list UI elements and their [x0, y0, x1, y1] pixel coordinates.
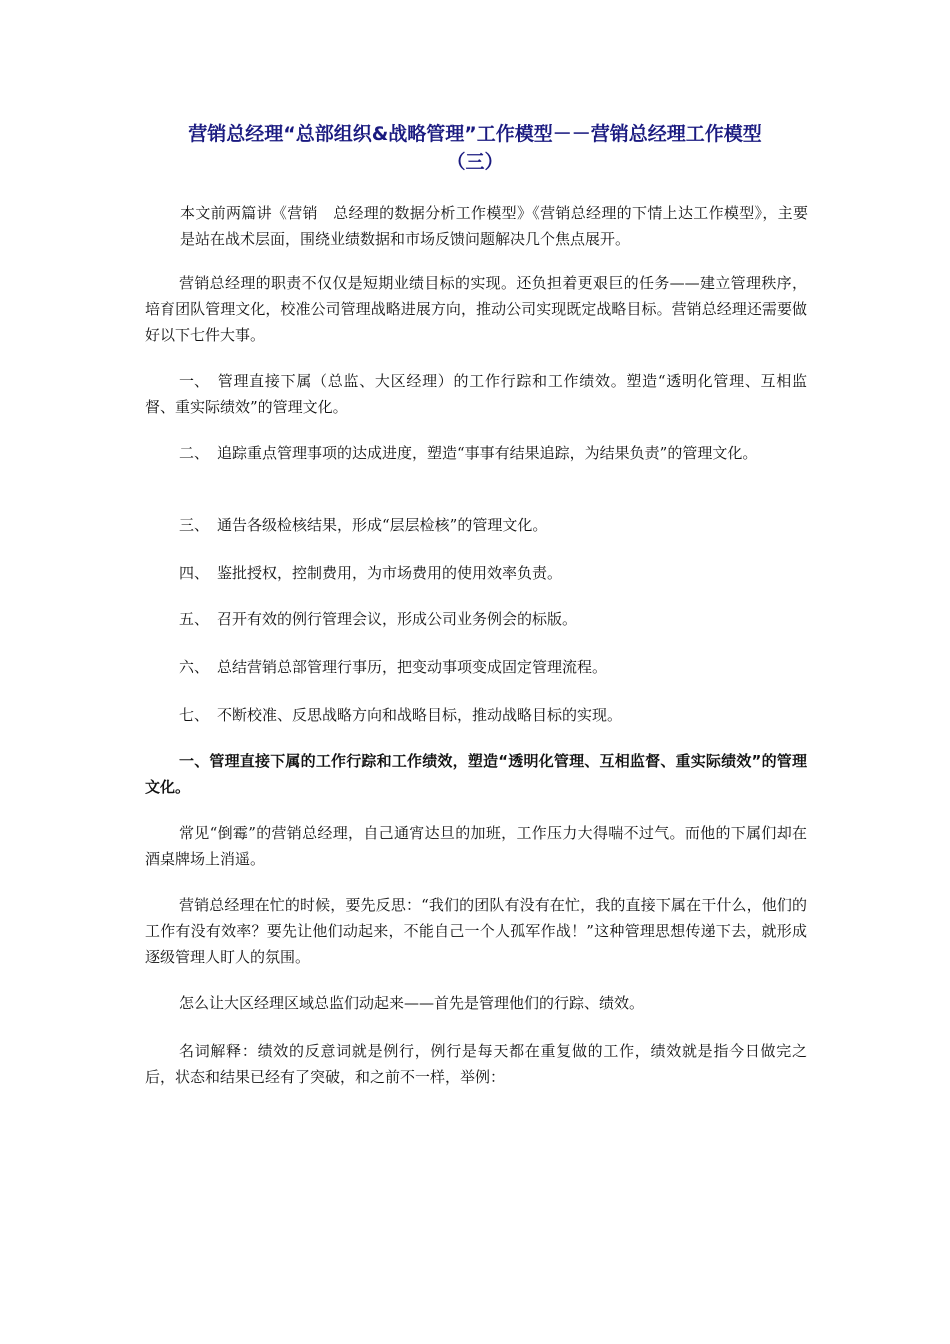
list-item-6: [145, 654, 807, 680]
list-text: 不断校准、反思战略方向和战略目标，推动战略目标的实现。: [217, 706, 623, 724]
list-item-5: [145, 606, 807, 632]
list-item-4: [145, 560, 807, 586]
list-text: 通告各级检核结果，形成“层层检核”的管理文化。: [217, 516, 548, 534]
list-number: 四、: [179, 564, 210, 582]
list-number: 五、: [179, 610, 210, 628]
list-number: 三、: [179, 516, 210, 534]
list-item-1: [145, 368, 807, 420]
list-number: 一、: [179, 372, 210, 390]
paragraph-definition: 名词解释：绩效的反意词就是例行，例行是每天都在重复做的工作，绩效就是指今日做完之后，状态和结果已经有了突破，和之前不一样，举例：: [145, 1042, 807, 1086]
section-heading-1: 一、管理直接下属的工作行踪和工作绩效，塑造“透明化管理、互相监督、重实际绩效”的管理文化。: [145, 752, 807, 796]
list-text: 管理直接下属（总监、大区经理）的工作行踪和工作绩效。塑造“透明化管理、互相监督、重实际绩效”的管理文化。: [145, 372, 807, 416]
list-item-2: [145, 440, 807, 466]
paragraph-common-case: 常见“倒霉”的营销总经理，自己通宵达旦的加班，工作压力大得喘不过气。而他的下属们却在酒桌牌场上消遥。: [145, 824, 807, 868]
title-line-2: （三）: [446, 151, 504, 173]
paragraph-responsibilities: 营销总经理的职责不仅仅是短期业绩目标的实现。还负担着更艰巨的任务——建立管理秩序，培育团队管理文化，校准公司管理战略进展方向，推动公司实现既定战略目标。营销总经理还需要做好以下七件大事。: [145, 274, 807, 344]
list-number: 二、: [179, 444, 210, 462]
list-text: 追踪重点管理事项的达成进度，塑造“事事有结果追踪，为结果负责”的管理文化。: [217, 444, 758, 462]
list-number: 七、: [179, 706, 210, 724]
list-item-7: [145, 702, 807, 728]
title-line-1: 营销总经理“总部组织&战略管理”工作模型－－营销总经理工作模型: [188, 123, 762, 145]
list-text: 总结营销总部管理行事历，把变动事项变成固定管理流程。: [217, 658, 608, 676]
intro-paragraph: 本文前两篇讲《营销 总经理的数据分析工作模型》《营销总经理的下情上达工作模型》，主要是站在战术层面，围绕业绩数据和市场反馈问题解决几个焦点展开。: [180, 204, 808, 248]
list-number: 六、: [179, 658, 210, 676]
paragraph-reflection: 营销总经理在忙的时候，要先反思：“我们的团队有没有在忙，我的直接下属在干什么，他们的工作有没有效率？要先让他们动起来，不能自己一个人孤军作战！”这种管理思想传递下去，就形成逐级管理人盯人的氛围。: [145, 896, 807, 966]
list-item-3: [145, 512, 807, 538]
list-text: 召开有效的例行管理会议，形成公司业务例会的标版。: [217, 610, 578, 628]
document-title: [140, 120, 810, 176]
paragraph-how-to-mobilize: 怎么让大区经理区域总监们动起来——首先是管理他们的行踪、绩效。: [179, 994, 645, 1012]
list-text: 鉴批授权，控制费用，为市场费用的使用效率负责。: [217, 564, 563, 582]
